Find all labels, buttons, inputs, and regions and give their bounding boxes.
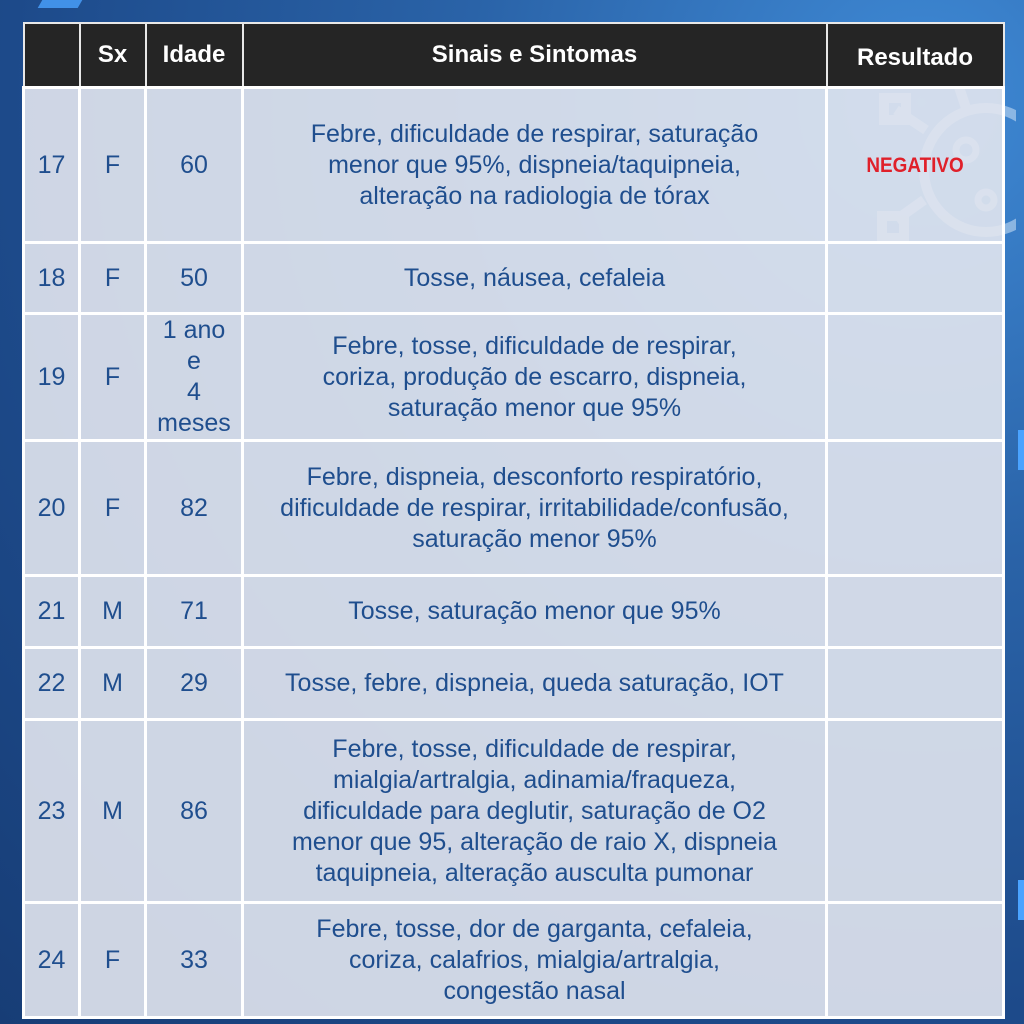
- col-header-sex: Sx: [80, 23, 146, 88]
- cell-sex: F: [80, 88, 146, 243]
- col-header-result: Resultado: [827, 23, 1004, 88]
- cell-number: 19: [24, 314, 80, 441]
- cell-result: [827, 648, 1004, 720]
- cell-age: 29: [146, 648, 243, 720]
- col-header-symptoms: Sinais e Sintomas: [243, 23, 827, 88]
- col-header-number: [24, 23, 80, 88]
- col-header-age: Idade: [146, 23, 243, 88]
- cell-number: 22: [24, 648, 80, 720]
- cell-age: 1 ano e 4 meses: [146, 314, 243, 441]
- cell-result: [827, 720, 1004, 903]
- table-row: [24, 243, 1004, 314]
- cell-symptoms: Febre, tosse, dificuldade de respirar, mialgia/artralgia, adinamia/fraqueza, dificuldade para deglutir, saturação de O2 menor que 95, alteração de raio X, dispneia taquipneia, alteração ausculta pumonar: [243, 720, 827, 903]
- side-decoration: [1018, 430, 1024, 470]
- table-row: [24, 720, 1004, 903]
- table-row: [24, 441, 1004, 576]
- cell-result: [827, 441, 1004, 576]
- cell-number: 21: [24, 576, 80, 648]
- table-row: [24, 648, 1004, 720]
- cell-number: 23: [24, 720, 80, 903]
- cell-result: [827, 314, 1004, 441]
- cell-sex: F: [80, 903, 146, 1018]
- cell-age: 50: [146, 243, 243, 314]
- cell-symptoms: Febre, dificuldade de respirar, saturação menor que 95%, dispneia/taquipneia, alteração na radiologia de tórax: [243, 88, 827, 243]
- cell-result: [827, 576, 1004, 648]
- cell-symptoms: Tosse, febre, dispneia, queda saturação, IOT: [243, 648, 827, 720]
- cell-age: 71: [146, 576, 243, 648]
- cell-number: 24: [24, 903, 80, 1018]
- cell-age: 82: [146, 441, 243, 576]
- side-decoration: [1018, 880, 1024, 920]
- cell-sex: F: [80, 243, 146, 314]
- cell-result: [827, 243, 1004, 314]
- cell-age: 60: [146, 88, 243, 243]
- cell-sex: M: [80, 576, 146, 648]
- result-negative-label: NEGATIVO: [866, 154, 964, 177]
- cell-result: [827, 88, 1004, 243]
- cell-sex: F: [80, 441, 146, 576]
- table-row: [24, 576, 1004, 648]
- table-row: [24, 903, 1004, 1018]
- cell-symptoms: Febre, tosse, dificuldade de respirar, coriza, produção de escarro, dispneia, saturação menor que 95%: [243, 314, 827, 441]
- cell-symptoms: Febre, dispneia, desconforto respiratório, dificuldade de respirar, irritabilidade/confusão, saturação menor 95%: [243, 441, 827, 576]
- cell-number: 20: [24, 441, 80, 576]
- cell-sex: M: [80, 720, 146, 903]
- cell-symptoms: Febre, tosse, dor de garganta, cefaleia, coriza, calafrios, mialgia/artralgia, congestão nasal: [243, 903, 827, 1018]
- cell-result: [827, 903, 1004, 1018]
- cell-symptoms: Tosse, saturação menor que 95%: [243, 576, 827, 648]
- table-header-row: [24, 23, 1004, 88]
- cell-number: 18: [24, 243, 80, 314]
- cell-symptoms: Tosse, náusea, cefaleia: [243, 243, 827, 314]
- cell-age: 33: [146, 903, 243, 1018]
- symptoms-table: [22, 22, 1005, 1019]
- corner-decoration: [38, 0, 83, 8]
- cell-age: 86: [146, 720, 243, 903]
- table-row: [24, 88, 1004, 243]
- cell-sex: M: [80, 648, 146, 720]
- cell-sex: F: [80, 314, 146, 441]
- table-row: [24, 314, 1004, 441]
- cell-number: 17: [24, 88, 80, 243]
